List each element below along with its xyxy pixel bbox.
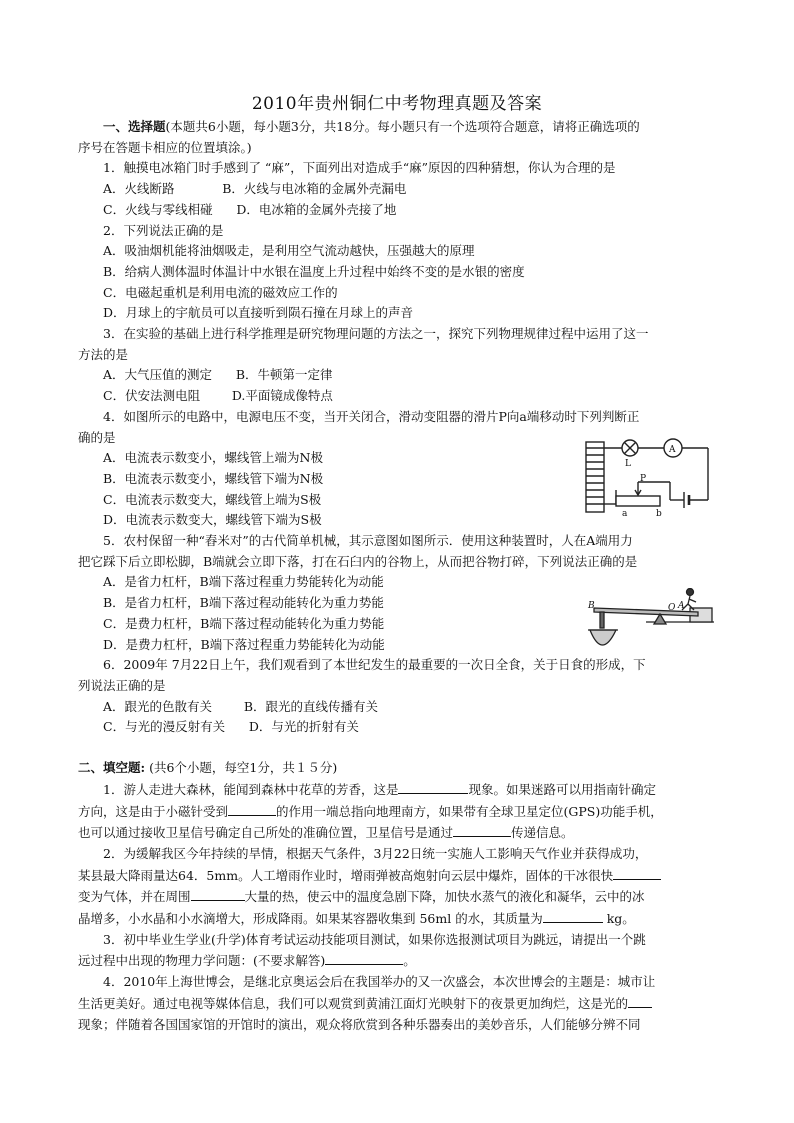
q5-lever-figure bbox=[586, 588, 716, 660]
q5-option-b: B．是省力杠杆，B端下落过程动能转化为重力势能 bbox=[103, 595, 384, 611]
f1-text-1a: 1．游人走进大森林，能闻到森林中花草的芳香，这是 bbox=[103, 781, 399, 797]
f4-blank-1 bbox=[628, 993, 652, 1008]
fig5-label-a: A bbox=[678, 601, 685, 611]
f2-blank-1 bbox=[613, 865, 661, 880]
q3-options-row2: C．伏安法测电阻 D.平面镜成像特点 bbox=[103, 388, 333, 404]
q2-option-d: D．月球上的宇航员可以直接听到陨石撞在月球上的声音 bbox=[103, 305, 414, 321]
f1-blank-1 bbox=[398, 779, 468, 794]
f3-blank-1 bbox=[325, 950, 403, 965]
f3-text-2b: 。 bbox=[403, 953, 416, 969]
q5-option-c: C．是费力杠杆，B端下落过程动能转化为重力势能 bbox=[103, 615, 385, 631]
f2-text-3a: 变为气体，并在周围 bbox=[78, 889, 191, 905]
fig4-label-a: a bbox=[622, 509, 628, 519]
f2-line3 bbox=[78, 886, 720, 908]
q6-stem-line2: 列说法正确的是 bbox=[78, 677, 166, 693]
f4-line3: 现象；伴随着各国国家馆的开馆时的演出，观众将欣赏到各种乐器奏出的美妙音乐，人们能够分辨不同 bbox=[78, 1016, 641, 1032]
f3-line1: 3．初中毕业生学业(升学)体育考试运动技能项目测试，如果你选报测试项目为跳远，请提出一个跳 bbox=[103, 931, 646, 947]
section1-desc-line1: (本题共6小题，每小题3分，共18分。每小题只有一个选项符合题意，请将正确选项的 bbox=[165, 119, 640, 134]
fig4-label-l: L bbox=[625, 459, 631, 469]
q2-stem: 2．下列说法正确的是 bbox=[103, 222, 224, 238]
f4-line2 bbox=[78, 993, 720, 1015]
page-title: 2010年贵州铜仁中考物理真题及答案 bbox=[251, 94, 543, 114]
section-gap bbox=[78, 738, 720, 758]
q5-stem-line1: 5．农村保留一种“舂米对”的古代简单机械，其示意图如图所示．使用这种装置时，人在A端用力 bbox=[103, 533, 633, 549]
f2-text-4b: kg。 bbox=[602, 911, 635, 927]
q4-option-b: B．电流表示数变小，螺线管下端为N极 bbox=[103, 470, 324, 486]
q5-stem-line2: 把它踩下后立即松脚，B端就会立即下落，打在石臼内的谷物上，从而把谷物打碎，下列说法正确的是 bbox=[78, 553, 638, 569]
f1-line2 bbox=[78, 801, 720, 823]
section1-intro bbox=[78, 117, 720, 138]
q6-options-row2: C．与光的漫反射有关 D．与光的折射有关 bbox=[103, 719, 359, 735]
fig5-label-o: O bbox=[668, 603, 676, 613]
f3-line2 bbox=[78, 950, 720, 972]
q3-stem-line2: 方法的是 bbox=[78, 346, 129, 362]
fig4-label-b: b bbox=[656, 509, 662, 519]
q4-stem-line2: 确的是 bbox=[78, 429, 116, 445]
section2-desc: (共6个小题，每空1分，共１５分) bbox=[145, 760, 338, 776]
q3-stem-line1: 3．在实验的基础上进行科学推理是研究物理问题的方法之一，探究下列物理规律过程中运用了这一 bbox=[103, 326, 649, 342]
q4-option-d: D．电流表示数变大，螺线管下端为S极 bbox=[103, 512, 322, 528]
f1-text-2b: 的作用一端总指向地理南方，如果带有全球卫星定位(GPS)功能手机， bbox=[276, 803, 663, 819]
q5-option-d: D．是费力杠杆，B端下落过程重力势能转化为动能 bbox=[103, 636, 385, 652]
section2-heading: 二、填空题: bbox=[78, 760, 146, 776]
f4-text-2: 生活更美好。通过电视等媒体信息，我们可以观赏到黄浦江面灯光映射下的夜景更加绚烂，这是光的 bbox=[78, 995, 629, 1011]
f1-blank-3 bbox=[453, 822, 511, 837]
f1-text-2a: 方向，这是由于小磁针受到 bbox=[78, 803, 229, 819]
fig5-label-b: B bbox=[588, 601, 595, 611]
f1-line3 bbox=[78, 822, 720, 844]
q1-stem: 1．触摸电冰箱门时手感到了 “麻”，下面列出对造成手“麻”原因的四种猜想，你认为合理的是 bbox=[103, 160, 616, 176]
section2-intro bbox=[78, 758, 720, 779]
q5-option-a: A．是省力杠杆，B端下落过程重力势能转化为动能 bbox=[103, 574, 384, 590]
q2-option-a: A．吸油烟机能将油烟吸走，是利用空气流动越快，压强越大的原理 bbox=[103, 243, 475, 259]
q2-option-c: C．电磁起重机是利用电流的磁效应工作的 bbox=[103, 284, 338, 300]
q6-stem-line1: 6．2009年 7月22日上午，我们观看到了本世纪发生的最重要的一次日全食，关于日食的形成，下 bbox=[103, 657, 646, 673]
f4-line1: 4．2010年上海世博会，是继北京奥运会后在我国举办的又一次盛会，本次世博会的主题是：城市让 bbox=[103, 974, 656, 990]
q4-option-a: A．电流表示数变小，螺线管上端为N极 bbox=[103, 450, 323, 466]
f2-text-4a: 晶增多，小水晶和小水滴增大，形成降雨。如果某容器收集到 56ml 的水，其质量为 bbox=[78, 911, 543, 927]
fig4-label-p: P bbox=[640, 474, 647, 484]
f2-line4 bbox=[78, 908, 720, 930]
f1-text-3b: 传递信息。 bbox=[511, 825, 574, 841]
f2-text-3b: 大量的热，使云中的温度急剧下降，加快水蒸气的液化和凝华，云中的冰 bbox=[244, 889, 645, 905]
f2-line1: 2．为缓解我区今年持续的旱情，根据天气条件，3月22日统一实施人工影响天气作业并获得成功， bbox=[103, 845, 648, 861]
q2-option-b: B．给病人测体温时体温计中水银在温度上升过程中始终不变的是水银的密度 bbox=[103, 263, 525, 279]
f2-text-2: 某县最大降雨量达64．5mm。人工增雨作业时，增雨弹被高炮射向云层中爆炸，固体的干冰很快 bbox=[78, 867, 614, 883]
f3-text-2a: 远过程中出现的物理力学问题：(不要求解答) bbox=[78, 953, 326, 969]
q4-stem-line1: 4．如图所示的电路中，电源电压不变，当开关闭合，滑动变阻器的滑片P向a端移动时下列判断正 bbox=[103, 408, 640, 424]
f2-blank-2 bbox=[191, 886, 245, 901]
fig4-label-ammeter: A bbox=[669, 445, 676, 455]
f1-text-3a: 也可以通过接收卫星信号确定自己所处的准确位置，卫星信号是通过 bbox=[78, 825, 454, 841]
exam-content bbox=[78, 117, 720, 1035]
q1-options-row1: A．火线断路 B．火线与电冰箱的金属外壳漏电 bbox=[103, 181, 407, 197]
q3-options-row1: A．大气压值的测定 B．牛顿第一定律 bbox=[103, 367, 333, 383]
q4-circuit-figure bbox=[580, 436, 720, 520]
f2-line2 bbox=[78, 865, 720, 887]
q6-options-row1: A．跟光的色散有关 B．跟光的直线传播有关 bbox=[103, 698, 379, 714]
f1-line1 bbox=[78, 779, 720, 801]
f1-blank-2 bbox=[228, 801, 276, 816]
q4-option-c: C．电流表示数变大，螺线管上端为S极 bbox=[103, 491, 322, 507]
q1-options-row2: C．火线与零线相碰 D．电冰箱的金属外壳接了地 bbox=[103, 201, 397, 217]
f1-text-1b: 现象。如果迷路可以用指南针确定 bbox=[468, 781, 656, 797]
f2-blank-3 bbox=[543, 908, 603, 923]
section1-desc-line2: 序号在答题卡相应的位置填涂。) bbox=[78, 139, 252, 155]
section1-heading: 一、选择题 bbox=[103, 119, 166, 134]
